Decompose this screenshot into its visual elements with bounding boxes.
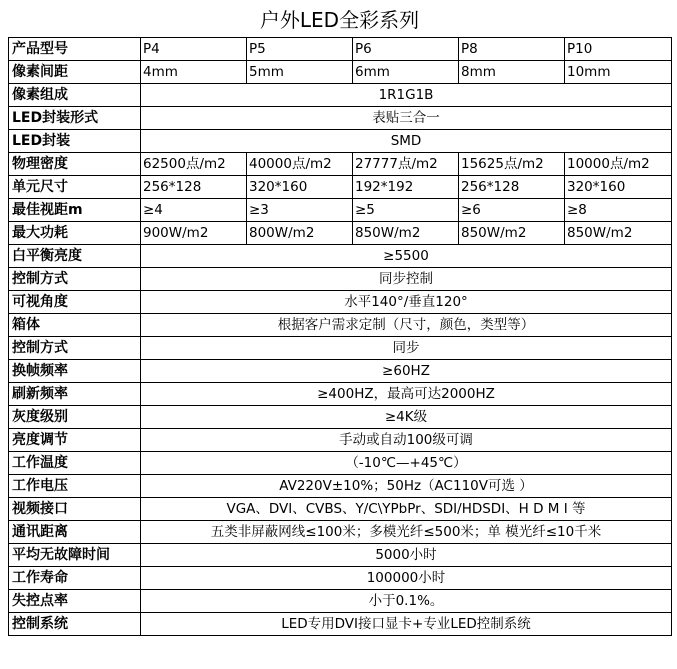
table-cell-merged: 1R1G1B xyxy=(141,84,672,107)
table-cell: ≥3 xyxy=(247,199,353,222)
row-label: 刷新频率 xyxy=(9,383,141,406)
table-cell: 256*128 xyxy=(141,176,247,199)
row-label: 换帧频率 xyxy=(9,360,141,383)
row-label: 单元尺寸 xyxy=(9,176,141,199)
row-label: 工作电压 xyxy=(9,475,141,498)
table-row xyxy=(9,383,672,406)
row-label: 平均无故障时间 xyxy=(9,544,141,567)
table-row xyxy=(9,498,672,521)
table-cell: 15625点/m2 xyxy=(459,153,565,176)
table-row xyxy=(9,360,672,383)
row-label: 像素间距 xyxy=(9,61,141,84)
table-row xyxy=(9,61,672,84)
table-cell-merged: 手动或自动100级可调 xyxy=(141,429,672,452)
table-cell: 850W/m2 xyxy=(459,222,565,245)
row-label: 箱体 xyxy=(9,314,141,337)
table-row xyxy=(9,199,672,222)
table-cell-merged: AV220V±10%；50Hz（AC110V可选 ） xyxy=(141,475,672,498)
table-cell: 800W/m2 xyxy=(247,222,353,245)
table-cell: P8 xyxy=(459,38,565,61)
table-cell-merged: 同步控制 xyxy=(141,268,672,291)
row-label: 最大功耗 xyxy=(9,222,141,245)
table-cell: 6mm xyxy=(353,61,459,84)
table-row xyxy=(9,590,672,613)
table-cell: P6 xyxy=(353,38,459,61)
table-cell: 62500点/m2 xyxy=(141,153,247,176)
table-cell-merged: （-10℃—+45℃） xyxy=(141,452,672,475)
table-row xyxy=(9,222,672,245)
row-label: 控制方式 xyxy=(9,268,141,291)
table-cell: 192*192 xyxy=(353,176,459,199)
table-row xyxy=(9,314,672,337)
table-cell-merged: 小于0.1%。 xyxy=(141,590,672,613)
table-cell-merged: 五类非屏蔽网线≤100米；多模光纤≤500米；单 模光纤≤10千米 xyxy=(141,521,672,544)
table-row xyxy=(9,337,672,360)
table-cell: ≥6 xyxy=(459,199,565,222)
table-cell-merged: 同步 xyxy=(141,337,672,360)
row-label: 亮度调节 xyxy=(9,429,141,452)
row-label: 通讯距离 xyxy=(9,521,141,544)
table-cell: P10 xyxy=(565,38,672,61)
table-row xyxy=(9,567,672,590)
table-cell: 4mm xyxy=(141,61,247,84)
table-row xyxy=(9,429,672,452)
table-cell-merged: 水平140°/垂直120° xyxy=(141,291,672,314)
table-cell-merged: ≥4K级 xyxy=(141,406,672,429)
table-cell-merged: SMD xyxy=(141,130,672,153)
table-row xyxy=(9,452,672,475)
row-label: 白平衡亮度 xyxy=(9,245,141,268)
table-cell: 850W/m2 xyxy=(353,222,459,245)
table-row xyxy=(9,268,672,291)
row-label: 控制系统 xyxy=(9,613,141,636)
table-cell: 5mm xyxy=(247,61,353,84)
table-cell-merged: ≥5500 xyxy=(141,245,672,268)
row-label: 物理密度 xyxy=(9,153,141,176)
table-row xyxy=(9,38,672,61)
row-label: 可视角度 xyxy=(9,291,141,314)
row-label: 工作温度 xyxy=(9,452,141,475)
table-cell-merged: 根据客户需求定制（尺寸，颜色，类型等） xyxy=(141,314,672,337)
row-label: 工作寿命 xyxy=(9,567,141,590)
table-cell-merged: VGA、DVI、CVBS、Y/C\YPbPr、SDI/HDSDI、H D M I 等 xyxy=(141,498,672,521)
table-cell: 256*128 xyxy=(459,176,565,199)
table-row xyxy=(9,176,672,199)
table-cell: 850W/m2 xyxy=(565,222,672,245)
row-label: 灰度级别 xyxy=(9,406,141,429)
table-row xyxy=(9,107,672,130)
table-cell-merged: 100000小时 xyxy=(141,567,672,590)
table-row xyxy=(9,245,672,268)
table-row xyxy=(9,291,672,314)
table-cell-merged: ≥400HZ，最高可达2000HZ xyxy=(141,383,672,406)
table-cell: ≥8 xyxy=(565,199,672,222)
row-label: LED封装 xyxy=(9,130,141,153)
table-row xyxy=(9,130,672,153)
row-label: 失控点率 xyxy=(9,590,141,613)
table-row xyxy=(9,84,672,107)
table-row xyxy=(9,521,672,544)
table-cell: 900W/m2 xyxy=(141,222,247,245)
table-row xyxy=(9,475,672,498)
table-cell: ≥5 xyxy=(353,199,459,222)
table-cell-merged: 表贴三合一 xyxy=(141,107,672,130)
row-label: LED封装形式 xyxy=(9,107,141,130)
row-label: 最佳视距m xyxy=(9,199,141,222)
table-cell: 10mm xyxy=(565,61,672,84)
row-label: 像素组成 xyxy=(9,84,141,107)
table-cell-merged: 5000小时 xyxy=(141,544,672,567)
table-cell: 320*160 xyxy=(565,176,672,199)
row-label: 视频接口 xyxy=(9,498,141,521)
table-cell: P5 xyxy=(247,38,353,61)
row-label: 控制方式 xyxy=(9,337,141,360)
table-row xyxy=(9,544,672,567)
table-cell-merged: LED专用DVI接口显卡+专业LED控制系统 xyxy=(141,613,672,636)
table-cell: 8mm xyxy=(459,61,565,84)
table-cell: 10000点/m2 xyxy=(565,153,672,176)
table-row xyxy=(9,406,672,429)
row-label: 产品型号 xyxy=(9,38,141,61)
page-title: 户外LED全彩系列 xyxy=(259,8,420,32)
table-cell: 40000点/m2 xyxy=(247,153,353,176)
table-row xyxy=(9,153,672,176)
table-cell: P4 xyxy=(141,38,247,61)
table-cell: ≥4 xyxy=(141,199,247,222)
spec-table xyxy=(8,37,672,636)
table-cell: 320*160 xyxy=(247,176,353,199)
table-cell-merged: ≥60HZ xyxy=(141,360,672,383)
table-row xyxy=(9,613,672,636)
table-cell: 27777点/m2 xyxy=(353,153,459,176)
